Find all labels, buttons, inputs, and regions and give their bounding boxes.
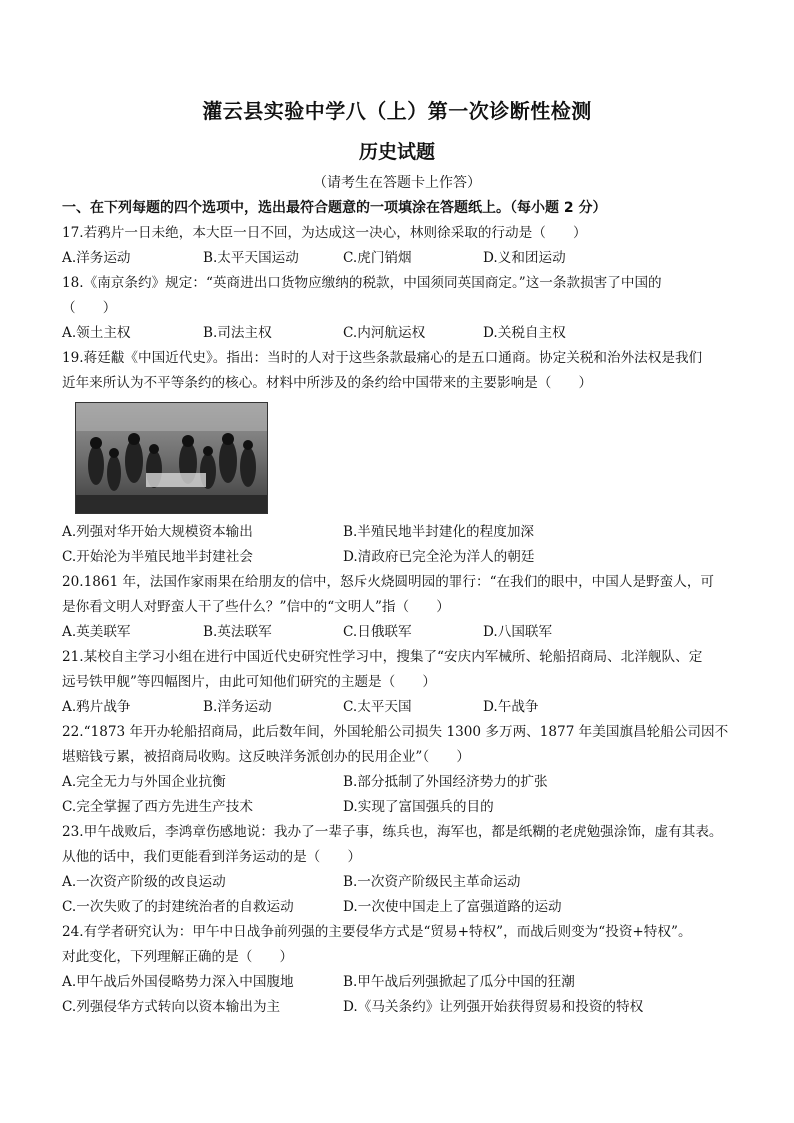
- q19-option-d: D.清政府已完全沦为洋人的朝廷: [343, 549, 535, 565]
- q21-stem-line2: 远号铁甲舰”等四幅图片，由此可知他们研究的主题是（ ）: [62, 674, 436, 690]
- q22-option-a: A.完全无力与外国企业抗衡: [62, 774, 226, 790]
- q18-stem-line2: （ ）: [62, 300, 117, 316]
- q18-option-c: C.内河航运权: [343, 325, 426, 341]
- q21-option-d: D.午战争: [483, 699, 539, 715]
- subject-title: 历史试题: [358, 141, 435, 163]
- answer-sheet-note: （请考生在答题卡上作答）: [313, 175, 481, 191]
- q23-stem-line2: 从他的话中，我们更能看到洋务运动的是（ ）: [62, 849, 362, 865]
- q24-option-b: B.甲午战后列强掀起了瓜分中国的狂潮: [343, 974, 575, 990]
- q19-option-b: B.半殖民地半封建化的程度加深: [343, 524, 535, 540]
- q20-stem-line2: 是你看文明人对野蛮人干了些什么？”信中的“文明人”指（ ）: [62, 599, 450, 615]
- q18-stem-line1: 18.《南京条约》规定：“英商进出口货物应缴纳的税款，中国须同英国商定。”这一条款损害了中国的: [62, 275, 662, 291]
- q23-option-a: A.一次资产阶级的改良运动: [62, 874, 226, 890]
- q20-stem-line1: 20.1861 年，法国作家雨果在给朋友的信中，怒斥火烧圆明园的罪行：“在我们的眼中，中国人是野蛮人，可: [62, 574, 715, 590]
- q24-option-d: D.《马关条约》让列强开始获得贸易和投资的特权: [343, 999, 644, 1015]
- q23-option-b: B.一次资产阶级民主革命运动: [343, 874, 521, 890]
- q22-option-b: B.部分抵制了外国经济势力的扩张: [343, 774, 548, 790]
- q17-stem: 17.若鸦片一日未绝，本大臣一日不回，为达成这一决心，林则徐采取的行动是（ ）: [62, 225, 587, 241]
- q20-option-b: B.英法联军: [203, 624, 272, 640]
- q22-option-c: C.完全掌握了西方先进生产技术: [62, 799, 253, 815]
- q19-stem-line1: 19.蒋廷黻《中国近代史》。指出：当时的人对于这些条款最痛心的是五口通商。协定关税和治外法权是我们: [62, 350, 703, 366]
- q23-stem-line1: 23.甲午战败后，李鸿章伤感地说：我办了一辈子事，练兵也，海军也，都是纸糊的老虎勉强涂饰，虚有其表。: [62, 824, 723, 840]
- q18-option-b: B.司法主权: [203, 325, 272, 341]
- section-heading: 一、在下列每题的四个选项中，选出最符合题意的一项填涂在答题纸上。（每小题 2 分）: [62, 200, 607, 216]
- q18-option-a: A.领土主权: [62, 325, 131, 341]
- q20-option-d: D.八国联军: [483, 624, 553, 640]
- q19-stem-line2: 近年来所认为不平等条约的核心。材料中所涉及的条约给中国带来的主要影响是（ ）: [62, 375, 593, 391]
- q24-option-c: C.列强侵华方式转向以资本输出为主: [62, 999, 281, 1015]
- q17-option-c: C.虎门销烟: [343, 250, 412, 266]
- q19-option-a: A.列强对华开始大规模资本输出: [62, 524, 253, 540]
- q20-option-a: A.英美联军: [62, 624, 131, 640]
- q22-stem-line2: 堪赔钱亏累，被招商局收购。这反映洋务派创办的民用企业”（ ）: [62, 749, 470, 765]
- q21-option-c: C.太平天国: [343, 699, 412, 715]
- q24-option-a: A.甲午战后外国侵略势力深入中国腹地: [62, 974, 294, 990]
- historical-photo-image: [75, 402, 268, 514]
- q21-option-b: B.洋务运动: [203, 699, 272, 715]
- q18-option-d: D.关税自主权: [483, 325, 566, 341]
- q17-option-a: A.洋务运动: [62, 250, 131, 266]
- q23-option-d: D.一次使中国走上了富强道路的运动: [343, 899, 562, 915]
- q21-option-a: A.鸦片战争: [62, 699, 131, 715]
- q20-option-c: C.日俄联军: [343, 624, 412, 640]
- school-title: 灌云县实验中学八（上）第一次诊断性检测: [202, 99, 592, 123]
- q17-option-d: D.义和团运动: [483, 250, 566, 266]
- q22-stem-line1: 22.“1873 年开办轮船招商局，此后数年间，外国轮船公司损失 1300 多万两、1877 年美国旗昌轮船公司因不: [62, 724, 729, 740]
- q23-option-c: C.一次失败了的封建统治者的自救运动: [62, 899, 294, 915]
- q19-option-c: C.开始沦为半殖民地半封建社会: [62, 549, 253, 565]
- q24-stem-line1: 24.有学者研究认为：甲午中日战争前列强的主要侵华方式是“贸易+特权”，而战后则变为“投资+特权”。: [62, 924, 692, 940]
- q21-stem-line1: 21.某校自主学习小组在进行中国近代史研究性学习中，搜集了“安庆内军械所、轮船招商局、北洋舰队、定: [62, 649, 703, 665]
- q17-option-b: B.太平天国运动: [203, 250, 299, 266]
- q22-option-d: D.实现了富国强兵的目的: [343, 799, 494, 815]
- q24-stem-line2: 对此变化，下列理解正确的是（ ）: [62, 949, 294, 965]
